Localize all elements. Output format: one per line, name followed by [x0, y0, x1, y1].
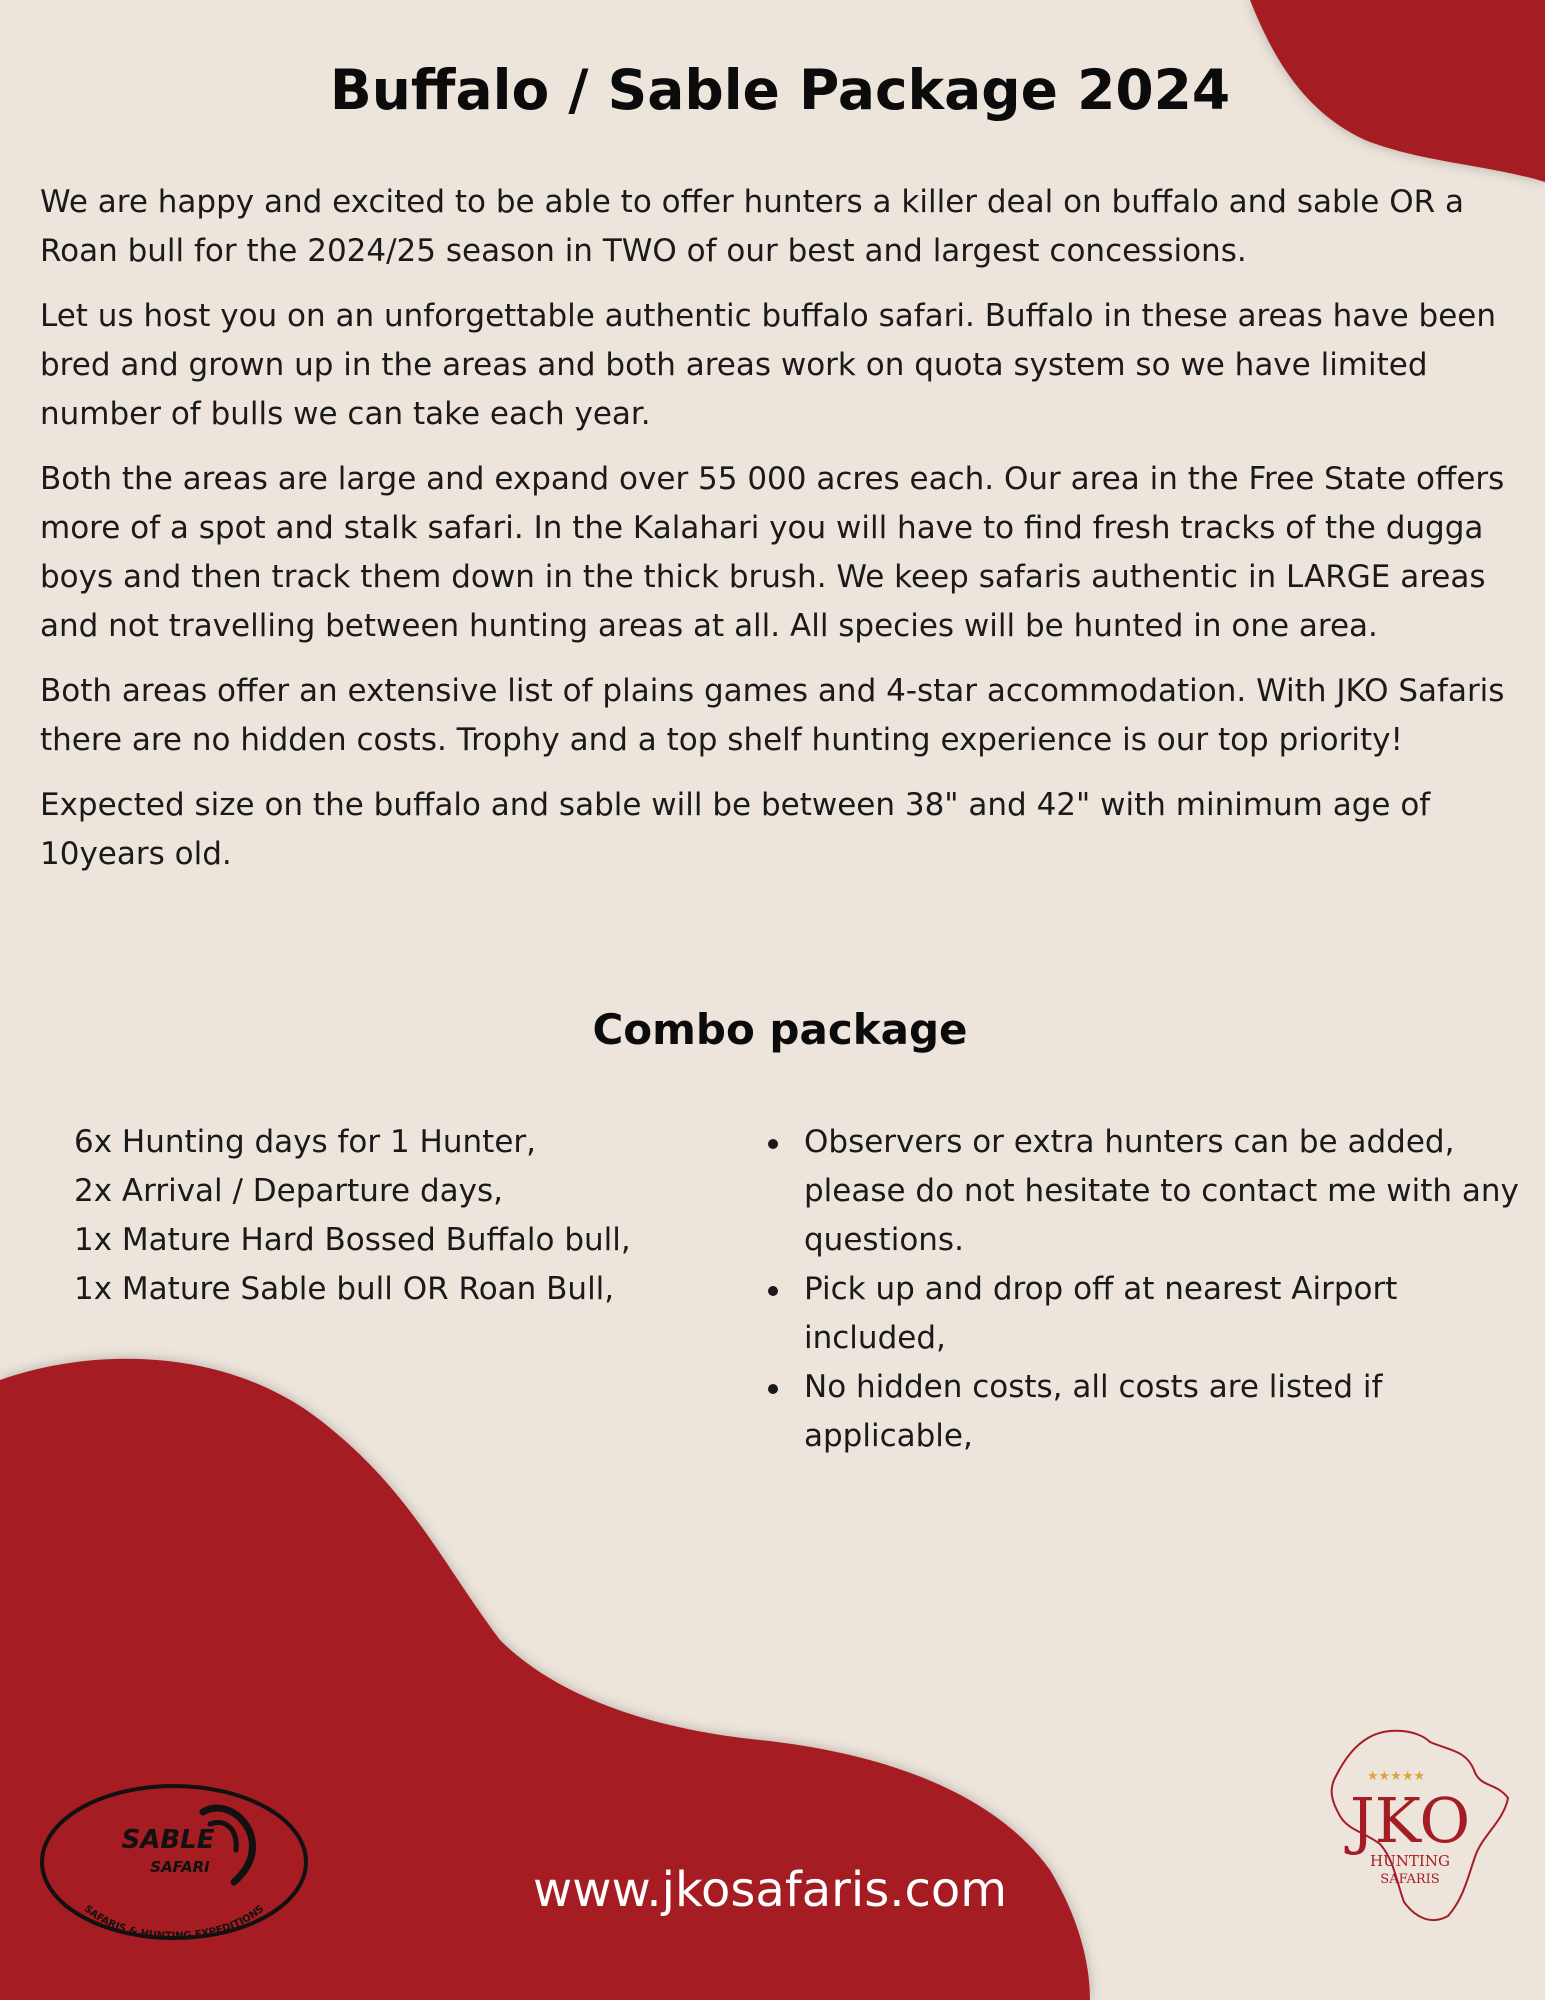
jko-logo [1318, 1720, 1518, 1930]
svg-text:SAFARIS & HUNTING EXPEDITIONS [82, 1904, 266, 1942]
jko-stars: ★★★★★ [1366, 1769, 1426, 1784]
combo-heading: Combo package [592, 1005, 968, 1054]
website-link[interactable]: www.jkosafaris.com [533, 1862, 1007, 1918]
list-item [764, 1363, 1524, 1461]
list-item: 1x Mature Sable bull OR Roan Bull, [74, 1271, 615, 1307]
sable-safari-logo [38, 1782, 310, 1942]
list-item-text: No hidden costs, all costs are listed if applicable, [804, 1369, 1383, 1454]
paragraph: Both the areas are large and expand over 55 000 acres each. Our area in the Free State offers more of a spot and stalk safari. In the Kalahari you will have to find fresh tracks of the dugga boys and then track them down in the thick brush. We keep safaris authentic in LARGE areas and not travelling between hunting areas at all. All species will be hunted in one area. [40, 461, 1505, 644]
bullet-icon [768, 1384, 778, 1394]
page-title: Buffalo / Sable Package 2024 [329, 58, 1231, 122]
list-item [764, 1265, 1524, 1363]
paragraph: Both areas offer an extensive list of plains games and 4-star accommodation. With JKO Safaris there are no hidden costs. Trophy and a top shelf hunting experience is our top priority! [40, 673, 1505, 758]
combo-notes-list [764, 1118, 1524, 1461]
bullet-icon [768, 1286, 778, 1296]
list-item-text: Observers or extra hunters can be added, please do not hesitate to contact me with any questions. [804, 1124, 1519, 1258]
list-item [764, 1118, 1524, 1265]
list-item: 6x Hunting days for 1 Hunter, [74, 1124, 536, 1160]
jko-logo-main: JKO [1349, 1784, 1471, 1857]
sable-logo-ring: SAFARIS & HUNTING EXPEDITIONS [81, 1903, 267, 1942]
paragraph: Let us host you on an unforgettable authentic buffalo safari. Buffalo in these areas have been bred and grown up in the areas and both areas work on quota system so we have limited number of bulls we can take each year. [40, 298, 1497, 432]
list-item: 2x Arrival / Departure days, [74, 1173, 503, 1209]
list-item-text: Pick up and drop off at nearest Airport included, [804, 1271, 1398, 1356]
bullet-icon [768, 1139, 778, 1149]
intro-paragraphs [40, 178, 1520, 895]
jko-logo-line2: SAFARIS [1380, 1872, 1440, 1887]
sable-logo-main: SABLE [121, 1825, 215, 1855]
list-item: 1x Mature Hard Bossed Buffalo bull, [74, 1222, 631, 1258]
sable-logo-sub: SAFARI [150, 1858, 210, 1876]
paragraph: Expected size on the buffalo and sable will be between 38" and 42" with minimum age of 10years old. [40, 787, 1431, 872]
jko-logo-line1: HUNTING [1370, 1852, 1450, 1870]
combo-inclusions-list [74, 1118, 714, 1314]
paragraph: We are happy and excited to be able to offer hunters a killer deal on buffalo and sable OR a Roan bull for the 2024/25 season in TWO of our best and largest concessions. [40, 184, 1464, 269]
